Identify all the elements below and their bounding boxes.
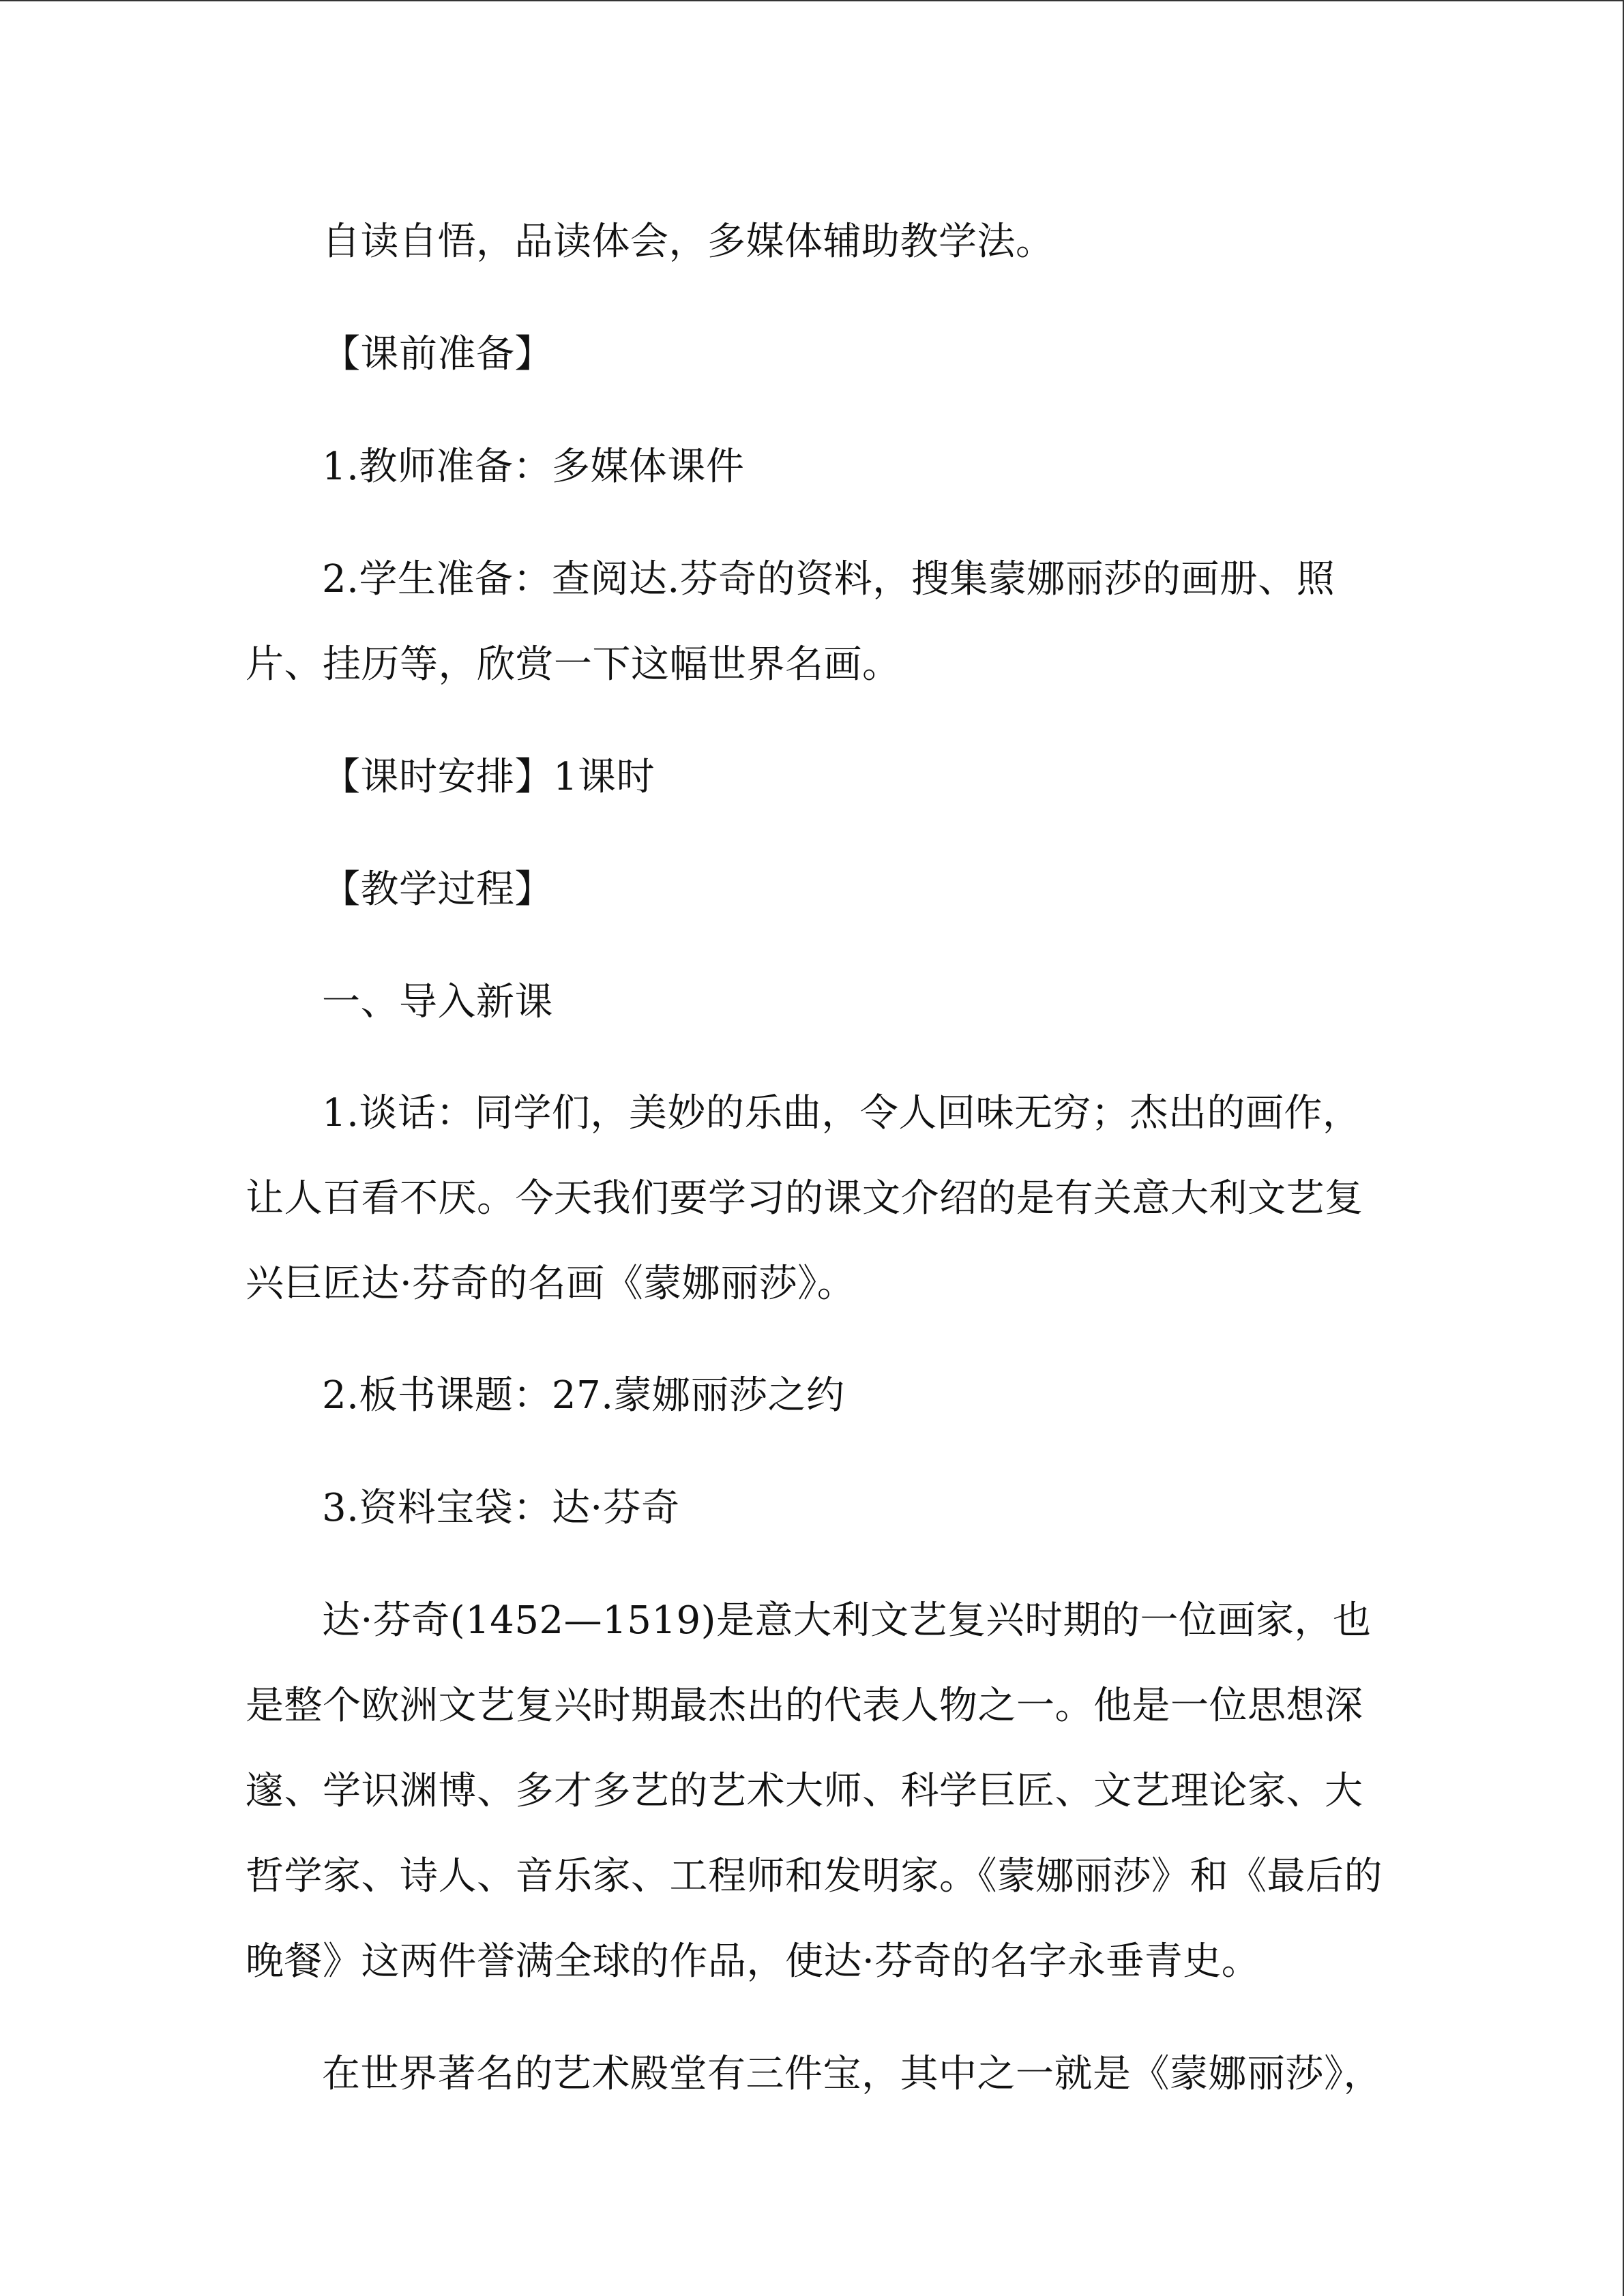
section-heading-preparation: 【课前准备】 (322, 332, 553, 376)
text-line: 兴巨匠达·芬奇的名画《蒙娜丽莎》。 (246, 1262, 856, 1306)
text-line: 在世界著名的艺术殿堂有三件宝，其中之一就是《蒙娜丽莎》， (322, 2052, 1382, 2096)
text-line: 2.学生准备：查阅达.芬奇的资料，搜集蒙娜丽莎的画册、照 (322, 557, 1335, 601)
text-line: 1.谈话：同学们，美妙的乐曲，令人回味无穷；杰出的画作， (322, 1091, 1361, 1135)
text-line: 晚餐》这两件誉满全球的作品，使达·芬奇的名字永垂青史。 (246, 1939, 1260, 1984)
text-line: 片、挂历等，欣赏一下这幅世界名画。 (246, 642, 901, 687)
text-line: 让人百看不厌。今天我们要学习的课文介绍的是有关意大利文艺复 (246, 1176, 1363, 1221)
text-line: 邃、学识渊博、多才多艺的艺术大师、科学巨匠、文艺理论家、大 (246, 1769, 1363, 1813)
text-line: 2.板书课题：27.蒙娜丽莎之约 (322, 1373, 845, 1418)
text-line: 3.资料宝袋：达·芬奇 (322, 1486, 680, 1530)
text-line: 1.教师准备：多媒体课件 (322, 445, 745, 489)
section-heading-schedule: 【课时安排】1课时 (322, 755, 655, 799)
text-line: 是整个欧洲文艺复兴时期最杰出的代表人物之一。他是一位思想深 (246, 1684, 1363, 1728)
section-heading-process: 【教学过程】 (322, 867, 553, 912)
text-line: 自读自悟，品读体会，多媒体辅助教学法。 (322, 220, 1054, 264)
text-line: 哲学家、诗人、音乐家、工程师和发明家。《蒙娜丽莎》和《最后的 (246, 1854, 1383, 1898)
text-line: 达·芬奇(1452—1519)是意大利文艺复兴时期的一位画家，也 (322, 1598, 1372, 1643)
section-heading-intro: 一、导入新课 (322, 980, 553, 1024)
